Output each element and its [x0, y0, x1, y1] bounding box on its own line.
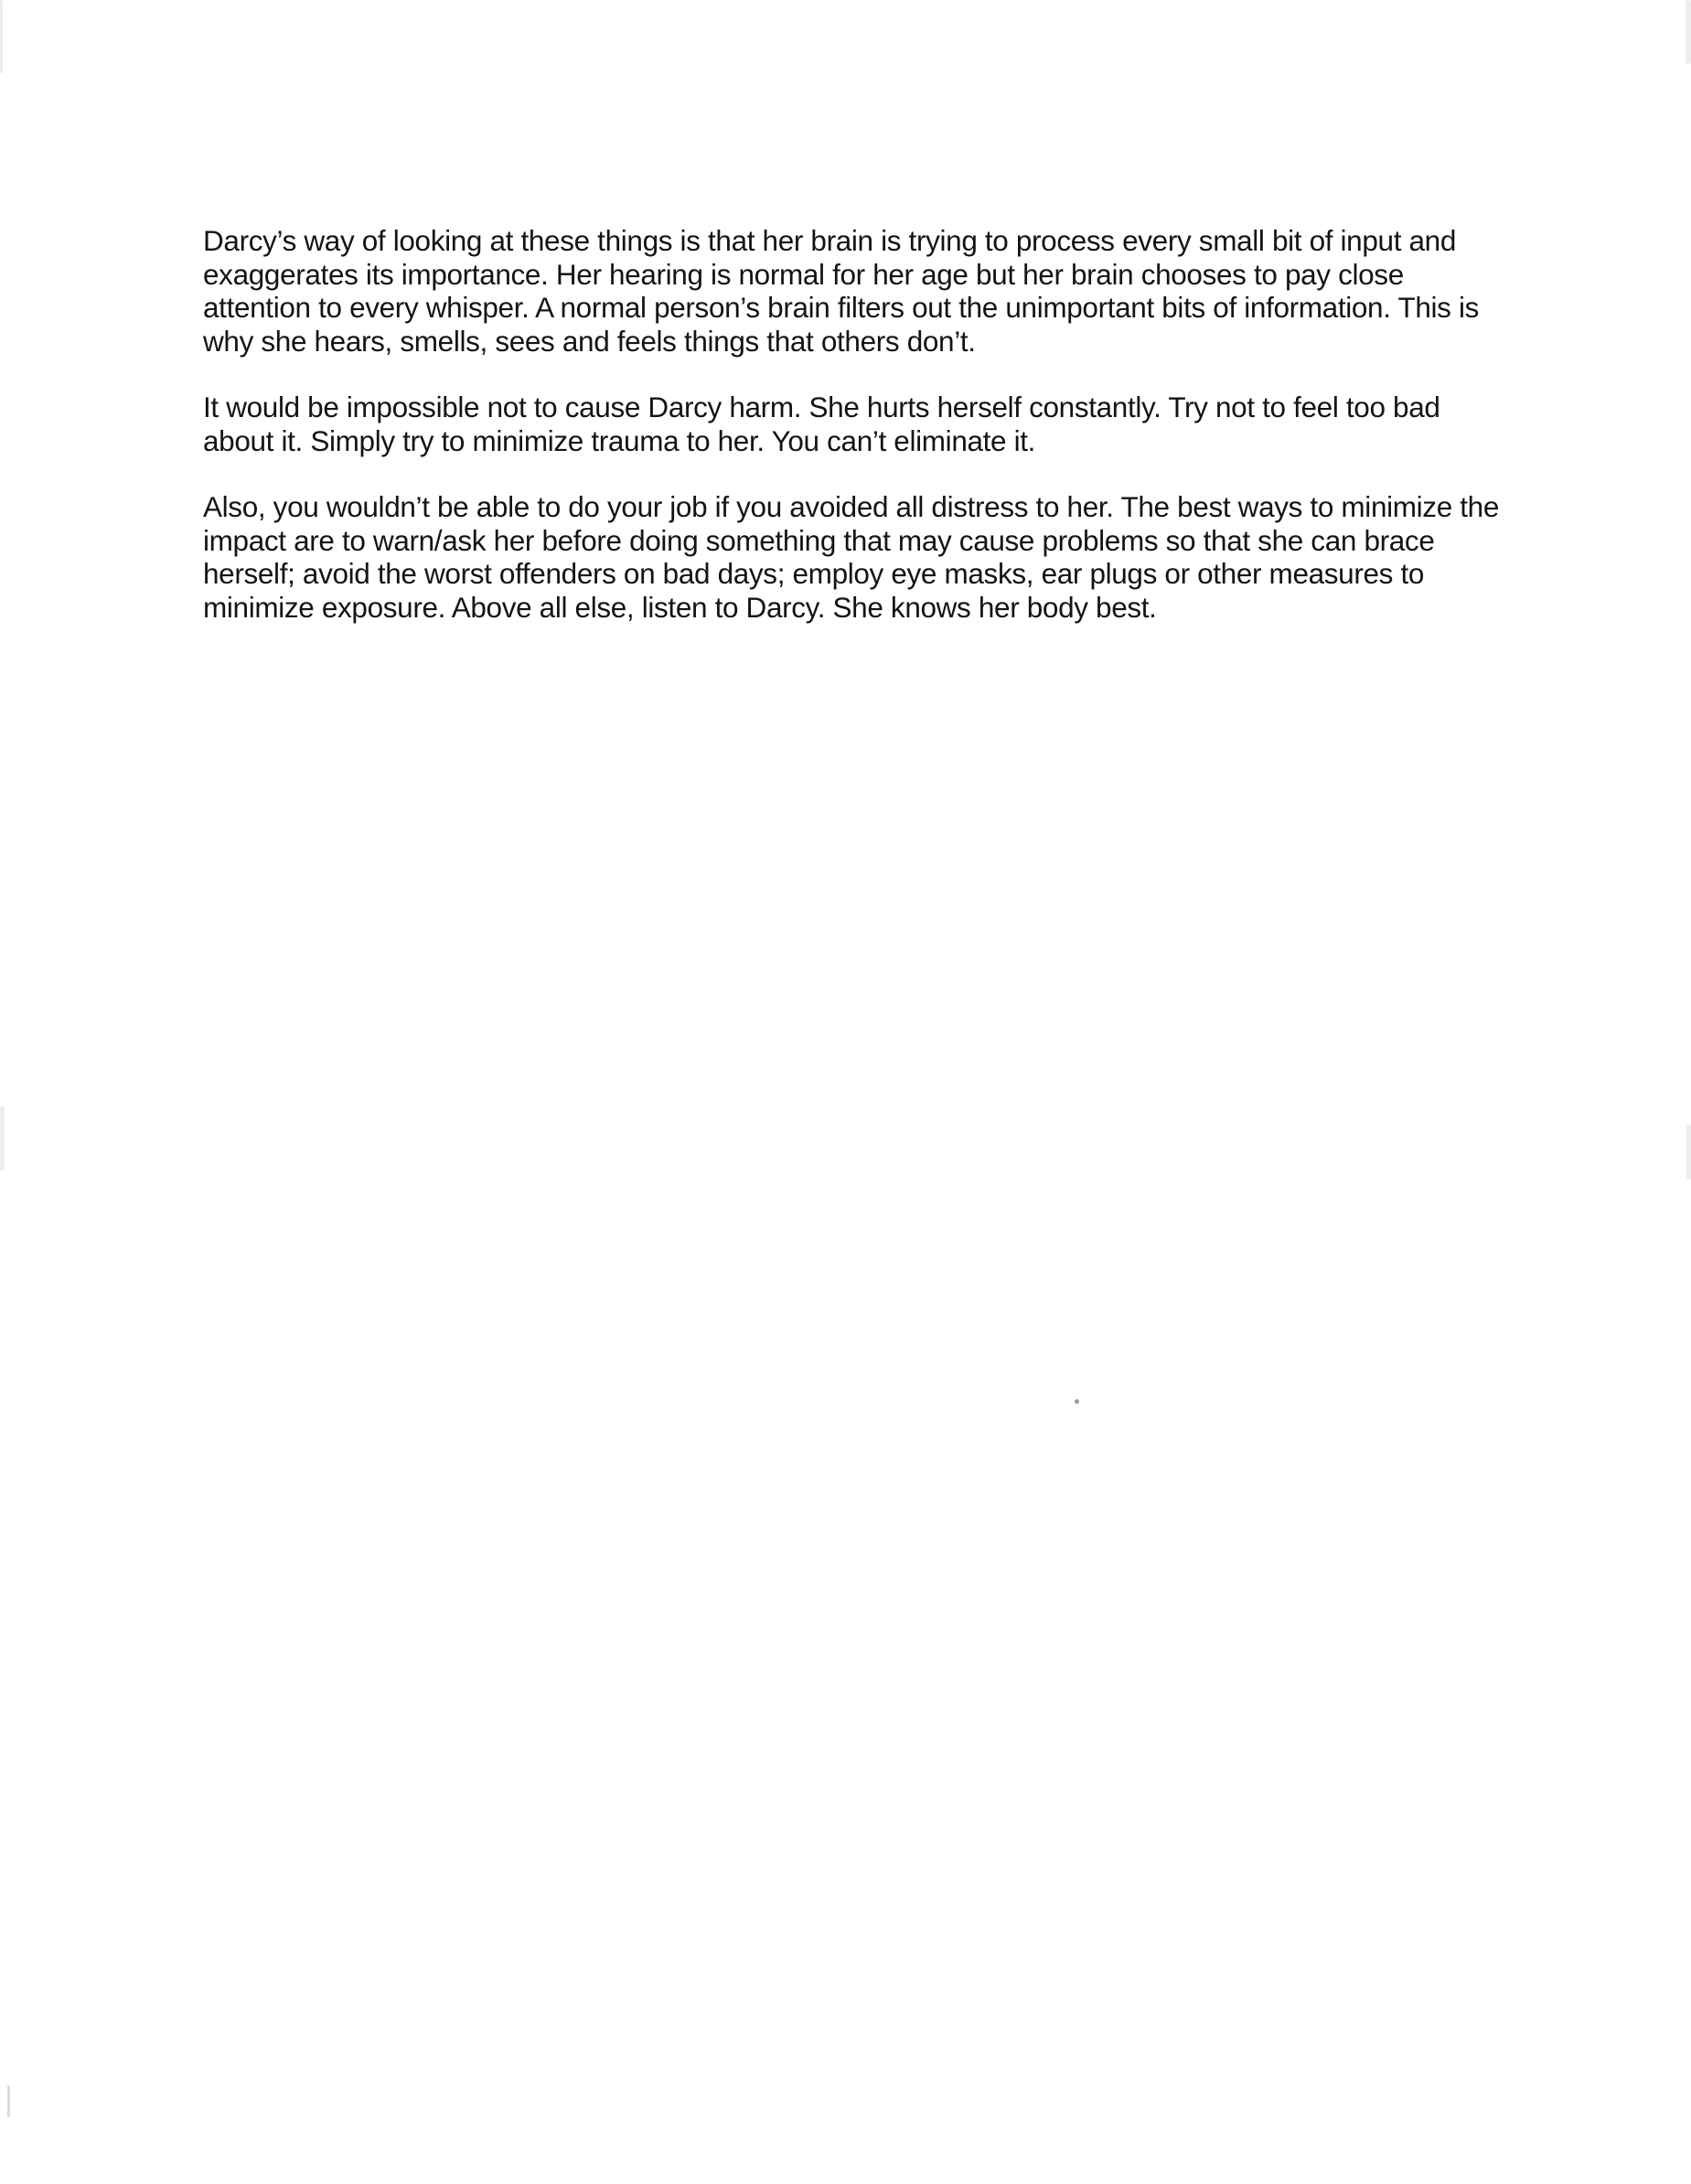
paragraph-2: It would be impossible not to cause Darcy harm. She hurts herself constantly. Try not to feel too bad about it. Simply try to minimize trauma to her. You can’t eliminate it. — [203, 391, 1440, 457]
scan-speck — [1075, 1399, 1079, 1404]
body-text — [203, 224, 1502, 657]
scan-edge-right-mid — [1686, 1125, 1691, 1180]
paragraph-3: Also, you wouldn’t be able to do your job if you avoided all distress to her. The best ways to minimize the impact are to warn/ask her before doing something that may cause problems so that she can brace herself; avoid the worst offenders on bad days; employ eye masks, ear plugs or other measures to minimize exposure. Above all else, listen to Darcy. She knows her body best. — [203, 490, 1500, 624]
scan-edge-left-bottom — [7, 2085, 10, 2117]
scan-edge-left-top — [0, 0, 3, 73]
paragraph-1: Darcy’s way of looking at these things is that her brain is trying to process every small bit of input and exaggerates its importance. Her hearing is normal for her age but her brain chooses to pay close attention to every whisper. A normal person’s brain filters out the unimportant bits of information. This is why she hears, smells, sees and feels things that others don’t. — [203, 224, 1480, 358]
scan-edge-right-top — [1686, 0, 1691, 64]
scan-edge-left-mid — [0, 1107, 5, 1171]
